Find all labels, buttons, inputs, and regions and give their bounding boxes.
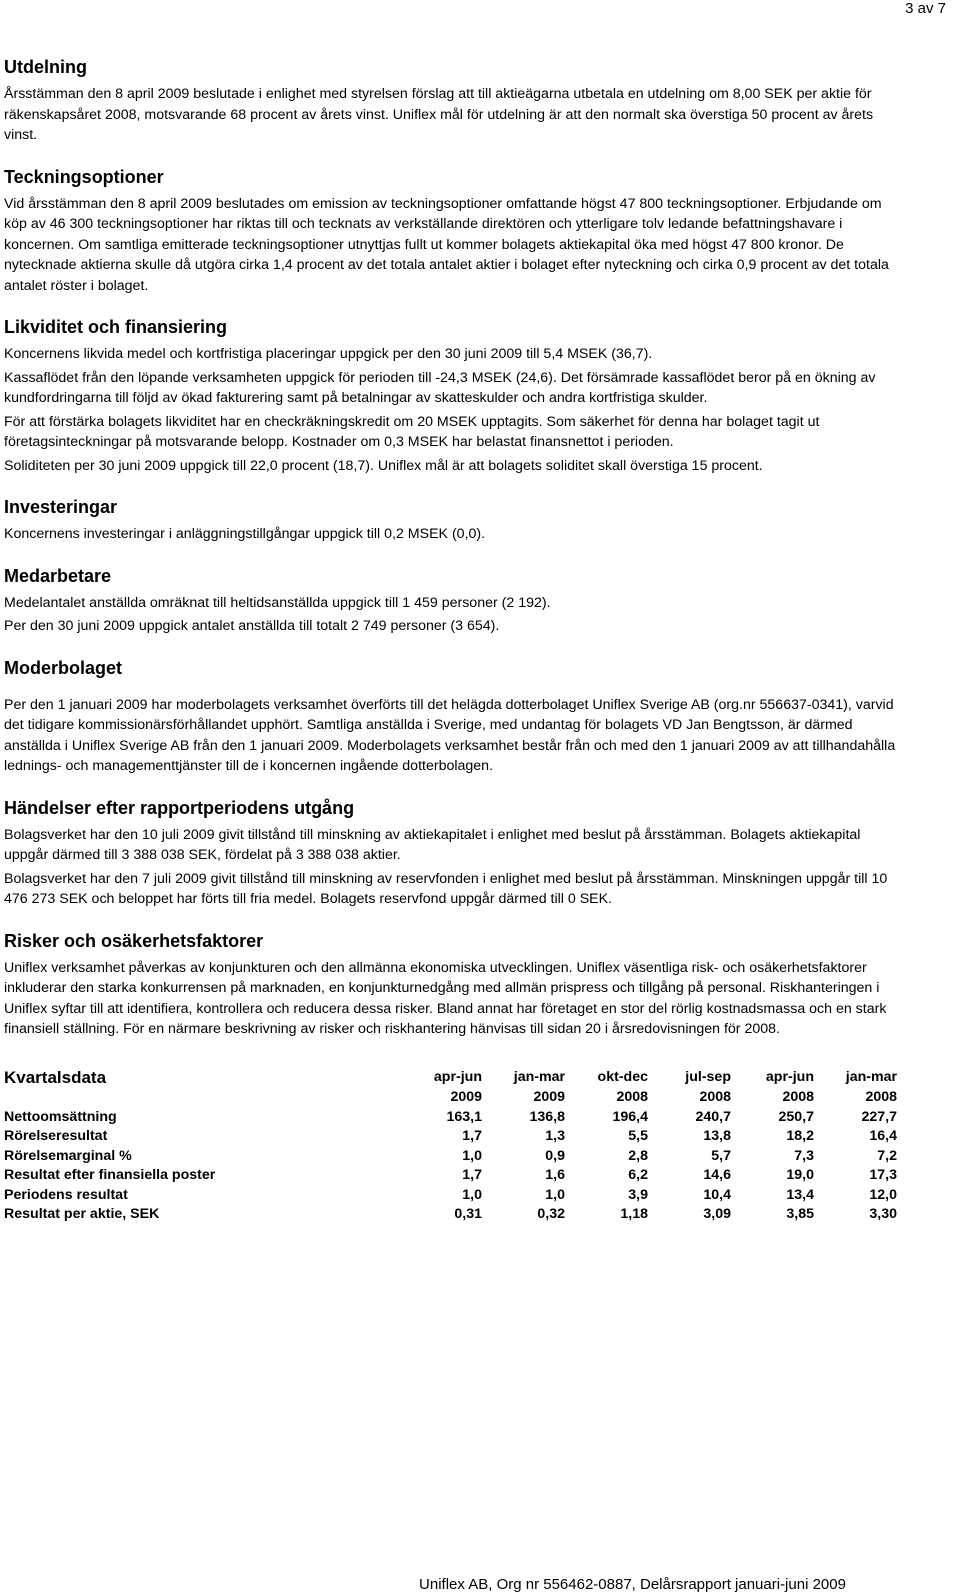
section-utdelning (4, 56, 904, 146)
section-teckningsoptioner (4, 166, 904, 297)
section-paragraph: Koncernens investeringar i anläggningstillgångar uppgick till 0,2 MSEK (0,0). (4, 526, 486, 542)
column-period: okt-dec (597, 1068, 648, 1085)
table-cell: 3,85 (786, 1206, 814, 1222)
table-cell: 227,7 (861, 1108, 897, 1125)
table-header-row (4, 1068, 897, 1088)
table-cell: 1,6 (545, 1167, 565, 1183)
table-cell: 1,18 (620, 1206, 648, 1222)
table-cell: 12,0 (869, 1186, 897, 1203)
row-label: Rörelsemarginal % (4, 1147, 132, 1164)
table-title: Kvartalsdata (4, 1067, 107, 1087)
column-period: jan-mar (845, 1068, 897, 1085)
section-paragraph: Per den 1 januari 2009 har moderbolagets verksamhet överförts till det helägda dotterbolaget Uniflex Sverige AB (org.nr 556637-0341), varvid det tidigare kommissionärsförhållandet upphört. Samtliga anställda i Sverige, med undantag för bolagets VD Jan Bengtsson, är därmed anställda i Uniflex Sverige AB från den 1 januari 2009. Moderbolagets verksamhet består från och med den 1 januari 2009 av att tillhandahålla lednings- och managementtjänster till de i koncernen ingående dotterbolagen. (4, 696, 896, 774)
table-cell: 6,2 (628, 1167, 648, 1183)
table-body (4, 1108, 897, 1225)
document-body (4, 56, 904, 1225)
section-paragraph: Medelantalet anställda omräknat till heltidsanställda uppgick till 1 459 personer (2 192). (4, 594, 551, 611)
section-paragraph: Årsstämman den 8 april 2009 beslutade i enlighet med styrelsen förslag att till aktieägarna utbetala en utdelning om 8,00 SEK per aktie för räkenskapsåret 2008, motsvarande 68 procent av årets vinst. Uniflex mål för utdelning är att den normalt ska överstiga 50 procent av årets vinst. (4, 86, 874, 143)
footer (0, 1576, 960, 1593)
table-cell: 10,4 (703, 1186, 731, 1203)
table-cell: 3,30 (869, 1206, 897, 1222)
section-heading: Moderbolaget (4, 657, 123, 678)
column-period: jan-mar (513, 1068, 565, 1085)
section-paragraph: Per den 30 juni 2009 uppgick antalet anställda till totalt 2 749 personer (3 654). (4, 618, 500, 634)
table-cell: 196,4 (612, 1108, 648, 1125)
section-heading: Medarbetare (4, 565, 112, 586)
table-cell: 1,0 (545, 1186, 565, 1203)
table-cell: 0,9 (545, 1147, 565, 1164)
table-cell: 7,2 (877, 1147, 897, 1164)
table-cell: 136,8 (529, 1108, 565, 1125)
table-cell: 17,3 (869, 1167, 897, 1183)
table-row (4, 1127, 897, 1147)
section-risker (4, 930, 904, 1040)
table-cell: 7,3 (794, 1147, 814, 1164)
table-cell: 19,0 (786, 1167, 814, 1183)
table-cell: 3,09 (703, 1206, 731, 1222)
section-paragraph: För att förstärka bolagets likviditet har en checkräkningskredit om 20 MSEK upptagits. Som säkerhet för denna har bolaget tagit ut företagsinteckningar på motsvarande belopp. Kostnader om 0,3 MSEK har belastat finansnettot i perioden. (4, 413, 820, 450)
table-header-row (4, 1088, 897, 1108)
table-cell: 13,4 (786, 1186, 814, 1203)
row-label: Resultat per aktie, SEK (4, 1206, 160, 1222)
section-heading: Utdelning (4, 57, 87, 77)
row-label: Nettoomsättning (4, 1108, 117, 1125)
column-period: apr-jun (433, 1068, 482, 1085)
section-heading: Risker och osäkerhetsfaktorer (4, 930, 264, 951)
section-paragraph: Vid årsstämman den 8 april 2009 beslutades om emission av teckningsoptioner omfattande högst 47 800 teckningsoptioner. Erbjudande om köp av 46 300 teckningsoptioner har riktas till och tecknats av verkställande direktören och ytterligare tolv ledande befattningshavare i koncernen. Om samtliga emitterade teckningsoptioner utnyttjas fullt ut kommer bolagets aktiekapital öka med högst 47 800 kronor. De nytecknade aktierna skulle då utgöra cirka 1,4 procent av det totala antalet aktier i bolaget efter nyteckning och cirka 0,9 procent av det totala antalet röster i bolaget. (4, 195, 889, 294)
section-heading: Investeringar (4, 497, 118, 517)
column-year: 2008 (782, 1088, 814, 1105)
table-cell: 1,0 (462, 1186, 482, 1203)
table-cell: 250,7 (778, 1108, 814, 1125)
table-cell: 1,3 (545, 1128, 565, 1144)
section-paragraph: Bolagsverket har den 10 juli 2009 givit tillstånd till minskning av aktiekapitalet i enlighet med beslut på årsstämman. Bolagets aktiekapital uppgår därmed till 3 388 038 SEK, fördelat på 3 388 038 aktier. (4, 826, 861, 863)
section-paragraph: Koncernens likvida medel och kortfristiga placeringar uppgick per den 30 juni 2009 till 5,4 MSEK (36,7). (4, 346, 653, 362)
section-heading: Likviditet och finansiering (4, 317, 228, 337)
table-cell: 18,2 (786, 1128, 814, 1144)
row-label: Periodens resultat (4, 1186, 128, 1203)
column-period: jul-sep (685, 1068, 731, 1085)
section-likviditet (4, 316, 904, 476)
table-row (4, 1147, 897, 1167)
column-period: apr-jun (765, 1068, 814, 1085)
table-cell: 1,0 (462, 1147, 482, 1164)
footer-text: Uniflex AB, Org nr 556462-0887, Delårsrapport januari-juni 2009 (419, 1576, 846, 1593)
table-cell: 163,1 (446, 1108, 482, 1125)
table-cell: 1,7 (462, 1128, 482, 1144)
table-cell: 16,4 (869, 1128, 897, 1144)
row-label: Resultat efter finansiella poster (4, 1167, 216, 1183)
table-cell: 0,32 (537, 1206, 565, 1222)
section-medarbetare (4, 565, 904, 637)
section-handelser (4, 797, 904, 910)
table-row (4, 1108, 897, 1128)
table-row (4, 1166, 897, 1186)
section-paragraph: Kassaflödet från den löpande verksamheten uppgick för perioden till -24,3 MSEK (24,6). Det försämrade kassaflödet beror på en ökning av kundfordringarna till följd av ökad fakturering samt på betalningar av skatteskulder och andra kortfristiga skulder. (4, 369, 876, 406)
page-number: 3 av 7 (905, 0, 946, 17)
table-cell: 14,6 (703, 1167, 731, 1183)
table-cell: 1,7 (462, 1167, 482, 1183)
section-investeringar (4, 496, 904, 545)
kvartalsdata-table (4, 1068, 897, 1225)
column-year: 2009 (450, 1088, 482, 1105)
row-label: Rörelseresultat (4, 1128, 108, 1144)
section-heading: Teckningsoptioner (4, 166, 164, 187)
table-cell: 2,8 (628, 1147, 648, 1164)
table-cell: 5,7 (711, 1147, 731, 1164)
table-row (4, 1186, 897, 1206)
section-moderbolaget (4, 657, 904, 777)
table-row (4, 1205, 897, 1225)
section-paragraph: Soliditeten per 30 juni 2009 uppgick till 22,0 procent (18,7). Uniflex mål är att bolagets soliditet skall överstiga 15 procent. (4, 457, 763, 474)
section-paragraph: Uniflex verksamhet påverkas av konjunkturen och den allmänna ekonomiska utvecklingen. Uniflex väsentliga risk- och osäkerhetsfaktorer inkluderar den starka konkurrensen på marknaden, en konjunkturnedgång med allmän prispress och tillgång på personal. Riskhanteringen i Uniflex syftar till att identifiera, kontrollera och reducera dessa risker. Bland annat har företaget en stor del rörlig kostnadsmassa och en stark finansiell ställning. För en närmare beskrivning av risker och riskhantering hänvisas till sidan 20 i årsredovisningen för 2008. (4, 959, 887, 1037)
table-cell: 3,9 (628, 1186, 648, 1203)
column-year: 2008 (699, 1088, 731, 1105)
table-cell: 13,8 (703, 1128, 731, 1144)
column-year: 2008 (865, 1088, 897, 1105)
table-cell: 5,5 (628, 1128, 648, 1144)
table-cell: 0,31 (454, 1206, 482, 1222)
section-paragraph: Bolagsverket har den 7 juli 2009 givit tillstånd till minskning av reservfonden i enlighet med beslut på årsstämman. Minskningen uppgår till 10 476 273 SEK och beloppet har förts till fria medel. Bolagets reservfond uppgår därmed till 0 SEK. (4, 870, 888, 907)
column-year: 2008 (616, 1088, 648, 1105)
table-cell: 240,7 (695, 1108, 731, 1125)
section-heading: Händelser efter rapportperiodens utgång (4, 797, 355, 818)
column-year: 2009 (533, 1088, 565, 1105)
